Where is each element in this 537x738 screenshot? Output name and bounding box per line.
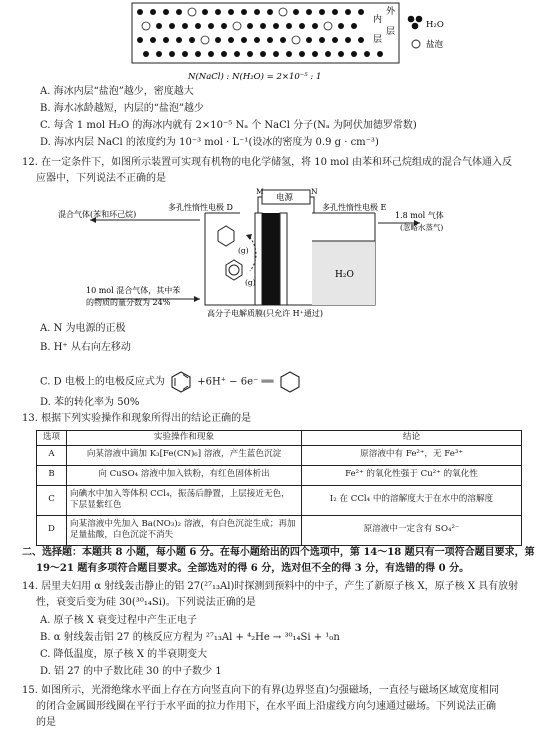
water-molecule	[286, 23, 292, 29]
label-inner: 内	[373, 15, 383, 25]
q13-table	[36, 430, 522, 546]
water-molecule	[228, 9, 234, 15]
water-molecule	[241, 37, 247, 43]
water-molecule	[273, 23, 279, 29]
water-molecule	[208, 23, 214, 29]
water-molecule	[254, 9, 260, 15]
row-conclusion: Fe²⁺ 的氧化性强于 Cu²⁺ 的氧化性	[302, 465, 522, 485]
row-operation: 向碘水中加入等体积 CCl₄，振荡后静置，上层接近无色，下层显紫红色	[67, 485, 302, 515]
q13-stem: 13. 根据下列实验操作和现象所得出的结论正确的是	[22, 413, 252, 424]
header-operation: 实验操作和现象	[67, 431, 302, 446]
q11-option-d: D. 海冰内层 NaCl 的浓度约为 10⁻³ mol · L⁻¹(设冰的密度为 0.9 g · cm⁻³)	[40, 137, 379, 148]
water-molecule	[202, 9, 208, 15]
sea-ice-figure	[0, 0, 537, 90]
q12-stem-line1: 12. 在一定条件下，如图所示装置可实现有机物的电化学储氢，将 10 mol 由苯和环己烷组成的混合气体通入反	[22, 157, 513, 168]
water-molecule	[182, 51, 188, 57]
electrolyte-membrane	[262, 213, 280, 305]
q11-option-c: C. 每含 1 mol H₂O 的海冰内就有 2×10⁻⁵ Nₐ 个 NaCl 分子(Nₐ 为阿伏加德罗常数)	[40, 120, 417, 131]
row-conclusion: 原溶液中一定含有 SO₄²⁻	[302, 515, 522, 545]
water-molecule	[345, 9, 351, 15]
q12-option-c-middle: +6H⁺ − 6e⁻ ══	[197, 376, 274, 388]
water-molecule	[182, 23, 188, 29]
water-molecule	[306, 37, 312, 43]
water-molecule	[195, 51, 201, 57]
water-molecule	[267, 37, 273, 43]
legend-bubble-icon	[412, 40, 420, 48]
electrode-d	[255, 213, 262, 305]
wire-right	[310, 197, 314, 213]
water-molecule	[189, 37, 195, 43]
row-conclusion: 原溶液中有 Fe²⁺，无 Fe³⁺	[302, 445, 522, 465]
water-label: H₂O	[335, 270, 354, 280]
water-molecule	[137, 9, 143, 15]
label-outer: 外	[386, 7, 396, 17]
water-molecule	[143, 51, 149, 57]
out-gas-label2: (忽略水蒸气)	[400, 223, 444, 232]
label-layer: 层	[373, 35, 383, 45]
water-molecule	[208, 51, 214, 57]
water-molecule	[364, 51, 370, 57]
section2-line2: 19～21 题有多项符合题目要求。全部选对的得 6 分，选对但不全的得 3 分，有选错的得 0 分。	[36, 563, 470, 574]
row-operation: 向某溶液中滴加 K₃[Fe(CN)₆] 溶液，产生蓝色沉淀	[67, 445, 302, 465]
row-option: D	[37, 515, 67, 545]
water-molecule	[358, 37, 364, 43]
electrochemical-cell-figure	[0, 185, 537, 320]
legend-h2o-icon	[408, 16, 423, 30]
legend-bubble: 盐泡	[426, 40, 444, 50]
q12-option-b: B. H⁺ 从右向左移动	[40, 342, 131, 353]
water-molecule	[338, 51, 344, 57]
water-molecule	[312, 23, 318, 29]
out-gas-label1: 1.8 mol 气体	[395, 211, 444, 220]
q12-option-d: D. 苯的转化率为 50%	[40, 397, 140, 408]
water-molecule	[169, 51, 175, 57]
water-molecule	[325, 51, 331, 57]
water-molecule	[267, 9, 273, 15]
water-molecule	[319, 37, 325, 43]
water-molecule	[299, 51, 305, 57]
q12-option-c-prefix: C. D 电极上的电极反应式为	[40, 376, 165, 388]
electrode-d-label: 多孔性惰性电极 D	[168, 203, 233, 212]
water-molecule	[241, 9, 247, 15]
q14-option-d: D. 铝 27 的中子数比硅 30 的中子数少 1	[40, 666, 222, 677]
section2-line1: 二、选择题：本题共 8 小题，每小题 6 分。在每小题给出的四个选项中，第 14～18 题只有一项符合题目要求，第	[22, 547, 535, 558]
benzene-structure-icon	[168, 370, 194, 394]
terminal-m: M	[256, 187, 264, 196]
row-operation: 向某溶液中先加入 Ba(NO₃)₂ 溶液，有白色沉淀生成；再加足量盐酸，白色沉淀不消失	[67, 515, 302, 545]
legend-h2o: H₂O	[426, 20, 444, 30]
water-molecule	[163, 37, 169, 43]
water-molecule	[293, 9, 299, 15]
electrode-e-label: 多孔性惰性电极 E	[322, 203, 387, 212]
row-option: A	[37, 445, 67, 465]
molecule-grid	[137, 8, 383, 57]
salt-bubble	[279, 8, 287, 16]
salt-bubble	[142, 22, 150, 30]
q14-option-b: B. α 射线轰击铝 27 的核反应方程为 ²⁷₁₃Al + ⁴₂He → ³⁰₁₄Si + ¹₀n	[40, 632, 340, 643]
water-molecule	[247, 23, 253, 29]
water-molecule	[351, 51, 357, 57]
cyclohexane-structure-icon	[277, 370, 303, 394]
in-gas-label2: 的物质的量分数为 24%	[86, 298, 171, 307]
water-molecule	[156, 23, 162, 29]
q15-stem-line2: 的闭合金属圆形线圈在平行于水平面的拉力作用下，在水平面上沿虚线方向匀速通过磁场。下列说法正确	[36, 701, 496, 712]
in-gas-label1: 10 mol 混合气体，其中苯	[86, 286, 181, 295]
water-molecule	[254, 37, 260, 43]
water-molecule	[299, 23, 305, 29]
water-molecule	[312, 51, 318, 57]
water-molecule	[338, 23, 344, 29]
table-row	[37, 465, 522, 485]
water-molecule	[306, 9, 312, 15]
water-molecule	[247, 51, 253, 57]
water-molecule	[137, 37, 143, 43]
water-molecule	[163, 9, 169, 15]
row-conclusion: I₂ 在 CCl₄ 中的溶解度大于在水中的溶解度	[302, 485, 522, 515]
q11-option-a: A. 海冰内层“盐泡”越少，密度越大	[40, 86, 194, 97]
terminal-n: N	[311, 187, 318, 196]
label-layer2: 层	[386, 27, 396, 37]
q12-stem-line2: 应器中，下列说法不正确的是	[36, 173, 166, 184]
salt-bubble	[233, 22, 241, 30]
water-molecule	[286, 51, 292, 57]
row-operation: 向 CuSO₄ 溶液中加入铁粉，有红色固体析出	[67, 465, 302, 485]
water-molecule	[332, 9, 338, 15]
header-conclusion: 结论	[302, 431, 522, 446]
water-molecule	[234, 51, 240, 57]
water-molecule	[150, 37, 156, 43]
q12-option-c	[40, 370, 303, 394]
water-molecule	[215, 9, 221, 15]
cyclohexane-icon	[218, 226, 234, 246]
table-row	[37, 445, 522, 465]
water-molecule	[345, 37, 351, 43]
ratio-caption: N(NaCl) : N(H₂O) = 2×10⁻⁵ : 1	[188, 72, 322, 82]
q15-stem-line3: 的是	[36, 717, 56, 728]
water-molecule	[176, 9, 182, 15]
water-molecule	[176, 37, 182, 43]
row-option: B	[37, 465, 67, 485]
water-molecule	[319, 9, 325, 15]
q15-stem-line1: 15. 如图所示，光滑绝缘水平面上存在方向竖直向下的有界(边界竖直)匀强磁场，一直径与磁场区域宽度相同	[22, 685, 499, 696]
mix-gas-label: 混合气体(苯和环己烷)	[58, 210, 137, 219]
salt-bubble	[324, 22, 332, 30]
table-row	[37, 515, 522, 545]
water-molecule	[358, 9, 364, 15]
water-molecule	[221, 51, 227, 57]
water-molecule	[228, 37, 234, 43]
electrode-e	[280, 213, 287, 305]
gas-state-1: (g)	[238, 246, 249, 255]
q14-stem-line1: 14. 居里夫妇用 α 射线轰击静止的铝 27(²⁷₁₃Al)时探测到预料中的中子，产生了新原子核 X，原子核 X 具有放射	[22, 581, 519, 592]
water-molecule	[377, 51, 383, 57]
water-molecule	[195, 23, 201, 29]
table-header-row	[37, 431, 522, 446]
row-option: C	[37, 485, 67, 515]
water-molecule	[273, 51, 279, 57]
water-molecule	[150, 9, 156, 15]
wire-left	[258, 197, 262, 213]
gas-state-2: (g)	[245, 278, 256, 287]
q11-option-b: B. 海水冰龄越短，内层的“盐泡”越少	[40, 103, 204, 114]
water-molecule	[169, 23, 175, 29]
water-molecule	[280, 37, 286, 43]
q14-option-c: C. 降低温度，原子核 X 的半衰期变大	[40, 649, 208, 660]
membrane-label: 高分子电解质膜(只允许 H⁺通过)	[207, 309, 323, 318]
salt-bubble	[201, 36, 209, 44]
water-molecule	[156, 51, 162, 57]
q12-option-a: A. N 为电源的正极	[40, 323, 126, 334]
header-option: 选项	[37, 431, 67, 446]
benzene-icon	[226, 260, 242, 280]
power-label: 电源	[276, 193, 294, 203]
water-molecule	[351, 23, 357, 29]
q14-option-a: A. 原子核 X 衰变过程中产生正电子	[40, 615, 198, 626]
water-molecule	[332, 37, 338, 43]
water-molecule	[260, 51, 266, 57]
salt-bubble	[188, 8, 196, 16]
water-molecule	[260, 23, 266, 29]
table-row	[37, 485, 522, 515]
salt-bubble	[292, 36, 300, 44]
q14-stem-line2: 性，衰变后变为硅 30(³⁰₁₄Si)。下列说法正确的是	[36, 597, 256, 608]
water-molecule	[215, 37, 221, 43]
water-molecule	[221, 23, 227, 29]
